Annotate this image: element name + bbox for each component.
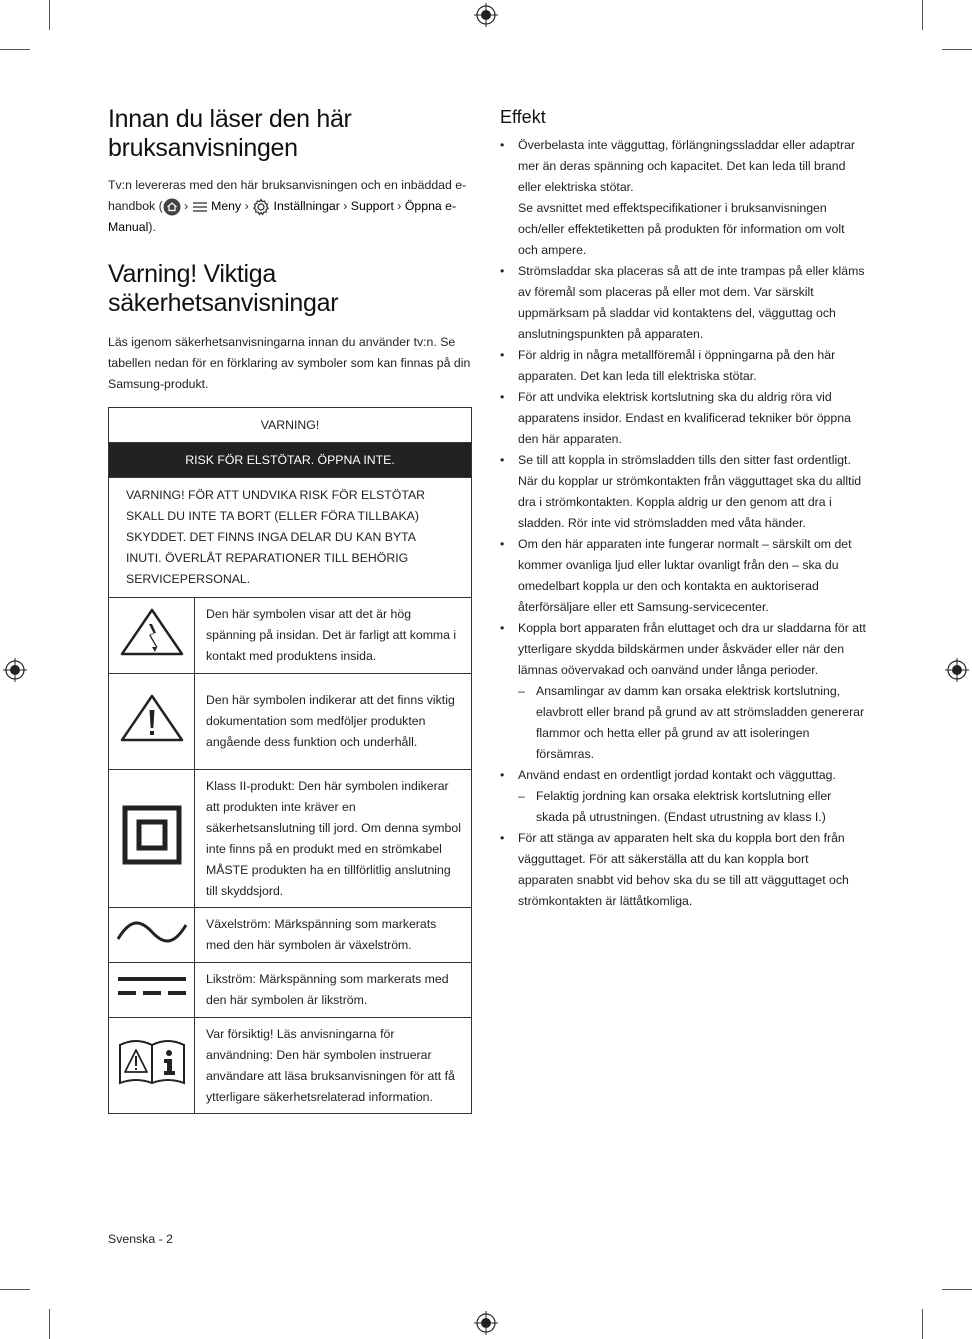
registration-mark-icon xyxy=(3,658,27,682)
table-row-description: Den här symbolen visar att det är hög spänning på insidan. Det är farligt att komma i kontakt med produktens insida. xyxy=(195,598,472,674)
table-row xyxy=(109,1018,472,1114)
table-row-description: Den här symbolen indikerar att det finns viktig dokumentation som medföljer produkten angående dess funktion och underhåll. xyxy=(195,674,472,770)
list-item: • Koppla bort apparaten från eluttaget och dra ur sladdarna för att ytterligare skydda bildskärmen under åskväder eller när den lämnas oövervakad och oanvänd under långa perioder. – Ansamlingar av damm kan orsaka elektrisk kortslutning, elavbrott eller brand på grund av att strömsladden genererar flammor och hetta eller på grund av att isoleringen försämras. xyxy=(500,618,866,765)
safety-symbols-table xyxy=(108,407,472,1114)
section-title-power: Effekt xyxy=(500,107,546,127)
table-row-description: Likström: Märkspänning som markerats med den här symbolen är likström. xyxy=(195,963,472,1018)
chevron-right-icon: › xyxy=(343,199,348,213)
list-item: • Överbelasta inte vägguttag, förlängningssladdar eller adaptrar mer än deras spänning och kapacitet. Det kan leda till brand eller elektriska stötar. Se avsnittet med effektspecifikationer i bruksanvisningen och/eller effektetiketten på produkten för information om volt och ampere. xyxy=(500,135,866,261)
path-support: Support xyxy=(350,199,394,213)
table-row xyxy=(109,598,472,674)
table-row xyxy=(109,770,472,908)
list-item-note: Se avsnittet med effektspecifikationer i bruksanvisningen och/eller effektetiketten på produkten för information om volt och ampere. xyxy=(518,201,845,257)
registration-mark-icon xyxy=(945,658,969,682)
table-row-description: Klass II-produkt: Den här symbolen indikerar att produkten inte kräver en säkerhetsanslutning till jord. Om denna symbol inte finns på en produkt med en strömkabel MÅSTE produkten ha en tillförlitlig anslutning till skyddsjord. xyxy=(195,770,472,908)
list-item: • För att undvika elektrisk kortslutning ska du aldrig röra vid apparatens insidor. Endast en kvalificerad tekniker bör öppna den här apparaten. xyxy=(500,387,866,450)
sub-list-item: – Ansamlingar av damm kan orsaka elektrisk kortslutning, elavbrott eller brand på grund av att strömsladden genererar flammor och hetta eller på grund av att isoleringen försämras. xyxy=(518,681,866,765)
registration-mark-icon xyxy=(474,1311,498,1335)
table-row xyxy=(109,674,472,770)
list-item: • För aldrig in några metallföremål i öppningarna på den här apparaten. Det kan leda till elektriska stötar. xyxy=(500,345,866,387)
list-item: • Strömsladdar ska placeras så att de inte trampas på eller kläms av föremål som placeras på eller mot dem. Var särskilt uppmärksam på sladdar vid kontaktens del, vägguttag och anslutningspunkten på apparaten. xyxy=(500,261,866,345)
table-warning-text: VARNING! FÖR ATT UNDVIKA RISK FÖR ELSTÖTAR SKALL DU INTE TA BORT (ELLER FÖRA TILLBAKA) SKYDDET. DET FINNS INGA DELAR DU KAN BYTA INUTI. ÖVERLÅT REPARATIONER TILL BEHÖRIG SERVICEPERSONAL. xyxy=(109,478,472,598)
crop-mark xyxy=(0,1289,30,1290)
exclamation-warning-icon xyxy=(119,693,185,743)
list-item: • Se till att koppla in strömsladden tills den sitter fast ordentligt. När du kopplar ur strömkontakten från vägguttaget ska du alltid dra i strömkontakten. Koppla aldrig ur den genom att dra i sladden. Rör inte vid strömsladden med våta händer. xyxy=(500,450,866,534)
high-voltage-icon xyxy=(119,607,185,657)
power-bullet-list xyxy=(500,135,866,912)
intro-suffix: ). xyxy=(148,220,156,234)
intro-paragraph xyxy=(108,175,472,238)
list-item: • Använd endast en ordentligt jordad kontakt och vägguttag. – Felaktig jordning kan orsaka elektrisk kortslutning eller skada på utrustningen. (Endast utrustning av klass I.) xyxy=(500,765,866,828)
list-item: • Om den här apparaten inte fungerar normalt – särskilt om det kommer ovanliga ljud eller luktar ovanligt från den – ska du omedelbart koppla ur den och kontakta en auktoriserad återförsäljare eller ett Samsung-servicecenter. xyxy=(500,534,866,618)
table-row xyxy=(109,908,472,963)
path-settings: Inställningar xyxy=(273,199,340,213)
safety-intro-paragraph: Läs igenom säkerhetsanvisningarna innan du använder tv:n. Se tabellen nedan för en förklaring av symboler som kan finnas på din Samsung-produkt. xyxy=(108,335,471,391)
section-title-before-reading: Innan du läser den här bruksanvisningen xyxy=(108,105,352,162)
chevron-right-icon: › xyxy=(184,199,189,213)
table-header-warning: VARNING! xyxy=(109,408,472,443)
table-row xyxy=(109,963,472,1018)
section-title-safety: Varning! Viktiga säkerhetsanvisningar xyxy=(108,260,339,317)
registration-mark-icon xyxy=(474,3,498,27)
table-row-description: Var försiktig! Läs anvisningarna för användning: Den här symbolen instruerar användare att läsa bruksanvisningen för att få ytterligare säkerhetsrelaterad information. xyxy=(195,1018,472,1114)
chevron-right-icon: › xyxy=(397,199,402,213)
ac-voltage-icon xyxy=(116,917,188,947)
path-menu: Meny xyxy=(211,199,242,213)
left-column xyxy=(108,105,472,1114)
page-footer: Svenska - 2 xyxy=(108,1232,173,1246)
table-row-description: Växelström: Märkspänning som markerats med den här symbolen är växelström. xyxy=(195,908,472,963)
sub-list xyxy=(518,786,866,828)
path-open-emanual: Öppna e-Manual xyxy=(108,199,457,234)
gear-icon xyxy=(252,198,270,216)
read-instructions-icon xyxy=(116,1035,188,1089)
dc-voltage-icon xyxy=(116,974,188,1000)
table-risk-banner: RISK FÖR ELSTÖTAR. ÖPPNA INTE. xyxy=(109,443,472,478)
menu-icon xyxy=(192,201,208,213)
crop-mark xyxy=(0,49,30,50)
crop-mark xyxy=(49,1309,50,1339)
crop-mark xyxy=(49,0,50,30)
home-icon xyxy=(163,198,181,216)
crop-mark xyxy=(922,1309,923,1339)
intro-text: Tv:n levereras med den här bruksanvisningen och en inbäddad e-handbok ( xyxy=(108,178,467,213)
crop-mark xyxy=(942,49,972,50)
sub-list xyxy=(518,681,866,765)
crop-mark xyxy=(922,0,923,30)
list-item: • För att stänga av apparaten helt ska du koppla bort den från vägguttaget. För att säkerställa att du kan koppla bort apparaten snabbt vid behov ska du se till att vägguttaget och strömkontakten är lättåtkomliga. xyxy=(500,828,866,912)
sub-list-item: – Felaktig jordning kan orsaka elektrisk kortslutning eller skada på utrustningen. (Endast utrustning av klass I.) xyxy=(518,786,866,828)
class-ii-icon xyxy=(122,805,182,865)
right-column xyxy=(500,105,866,912)
crop-mark xyxy=(942,1289,972,1290)
chevron-right-icon: › xyxy=(244,199,249,213)
